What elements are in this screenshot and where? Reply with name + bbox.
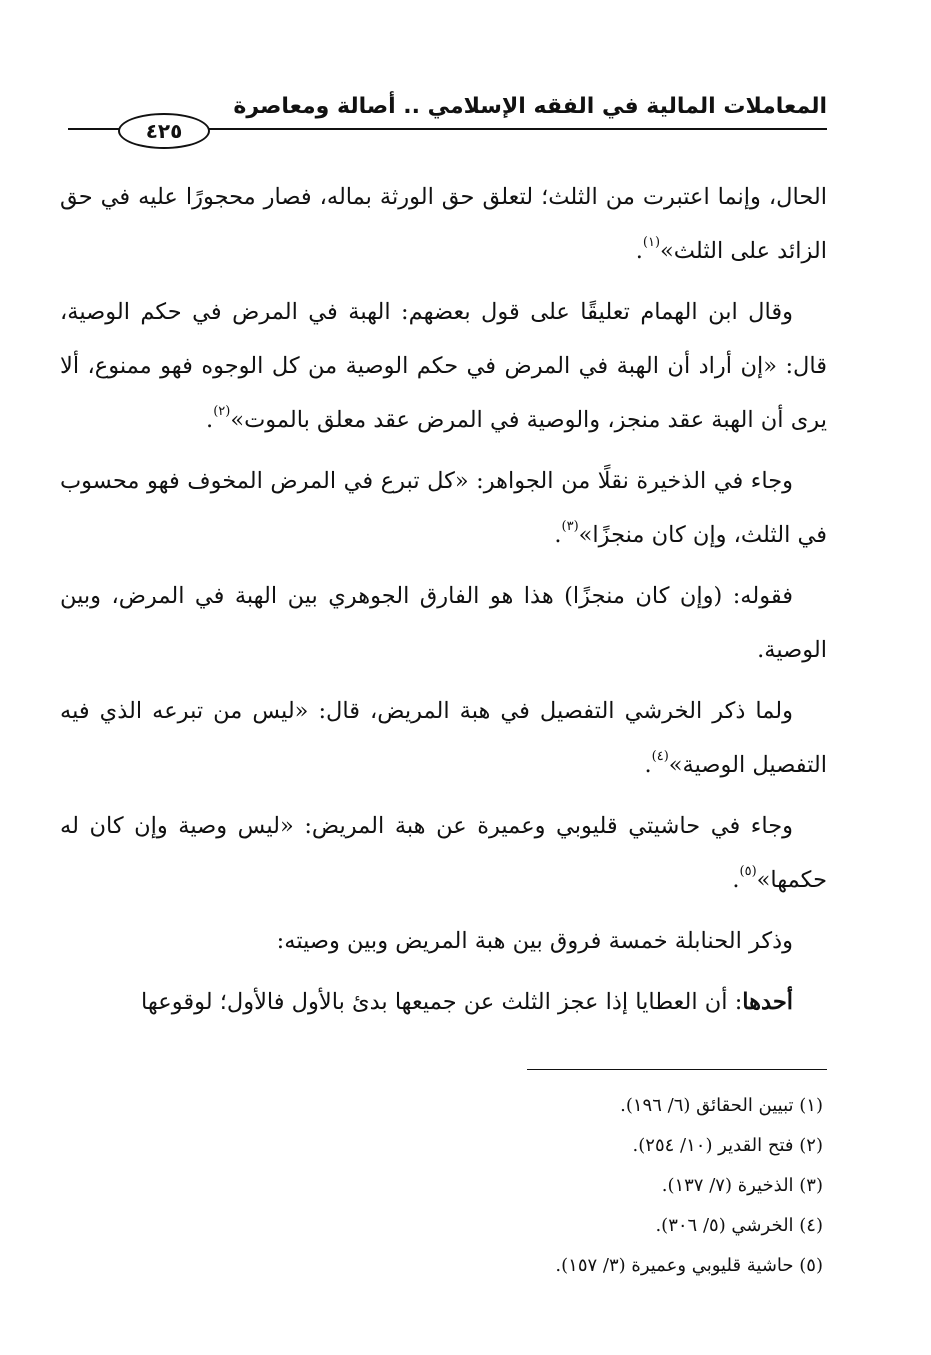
paragraph-text: : أن العطايا إذا عجز الثلث عن جميعها بدئ بالأول فالأول؛ لوقوعها <box>141 989 743 1015</box>
paragraph-text: فقوله: (وإن كان منجزًا) هذا هو الفارق الجوهري بين الهبة في المرض، وبين الوصية. <box>60 583 827 663</box>
paragraph-2 <box>60 285 827 447</box>
paragraph-text: وقال ابن الهمام تعليقًا على قول بعضهم: الهبة في المرض في حكم الوصية، قال: «إن أراد أن الهبة في المرض في حكم الوصية من كل الوجوه فهو ممنوع، ألا يرى أن الهبة عقد منجز، والوصية في المرض عقد معلق بالموت» <box>60 299 827 433</box>
footnote-3: (٣) الذخيرة (٧/ ١٣٧). <box>661 1175 823 1196</box>
paragraph-text: وجاء في حاشيتي قليوبي وعميرة عن هبة المريض: «ليس وصية وإن كان له حكمها» <box>60 813 827 893</box>
running-header-title: المعاملات المالية في الفقه الإسلامي .. أصالة ومعاصرة <box>233 94 827 119</box>
footnote-marker: (٥) <box>739 864 757 879</box>
page-number-badge: ٤٢٥ <box>118 113 210 149</box>
footnote-5: (٥) حاشية قليوبي وعميرة (٣/ ١٥٧). <box>555 1255 823 1276</box>
footnote-1: (١) تبيين الحقائق (٦/ ١٩٦). <box>620 1095 823 1116</box>
paragraph-lead: أحدها <box>742 989 793 1015</box>
paragraph-end: . <box>644 752 652 778</box>
paragraph-text: الحال، وإنما اعتبرت من الثلث؛ لتعلق حق الورثة بماله، فصار محجورًا عليه في حق الزائد على الثلث» <box>60 184 827 264</box>
footnote-marker: (٤) <box>651 749 669 764</box>
footnote-marker: (٢) <box>213 404 231 419</box>
paragraph-end: . <box>635 238 643 264</box>
paragraph-end: . <box>554 522 562 548</box>
paragraph-text: وجاء في الذخيرة نقلًا من الجواهر: «كل تبرع في المرض المخوف فهو محسوب في الثلث، وإن كان منجزًا» <box>60 468 827 548</box>
paragraph-4 <box>60 569 827 677</box>
body-text <box>60 170 827 1036</box>
paragraph-text: وذكر الحنابلة خمسة فروق بين هبة المريض وبين وصيته: <box>276 928 793 954</box>
footnote-2: (٢) فتح القدير (١٠/ ٢٥٤). <box>632 1135 823 1156</box>
paragraph-6 <box>60 799 827 907</box>
paragraph-text: ولما ذكر الخرشي التفصيل في هبة المريض، قال: «ليس من تبرعه الذي فيه التفصيل الوصية» <box>60 698 827 778</box>
footnote-marker: (٣) <box>561 519 579 534</box>
footnote-4: (٤) الخرشي (٥/ ٣٠٦). <box>655 1215 823 1236</box>
paragraph-end: . <box>732 867 740 893</box>
paragraph-7 <box>60 914 827 968</box>
paragraph-1 <box>60 170 827 278</box>
footnotes <box>300 1086 823 1286</box>
footnote-marker: (١) <box>642 235 661 250</box>
paragraph-3 <box>60 454 827 562</box>
paragraph-end: . <box>206 407 214 433</box>
footnote-separator <box>527 1069 827 1070</box>
paragraph-8 <box>60 975 827 1029</box>
paragraph-5 <box>60 684 827 792</box>
